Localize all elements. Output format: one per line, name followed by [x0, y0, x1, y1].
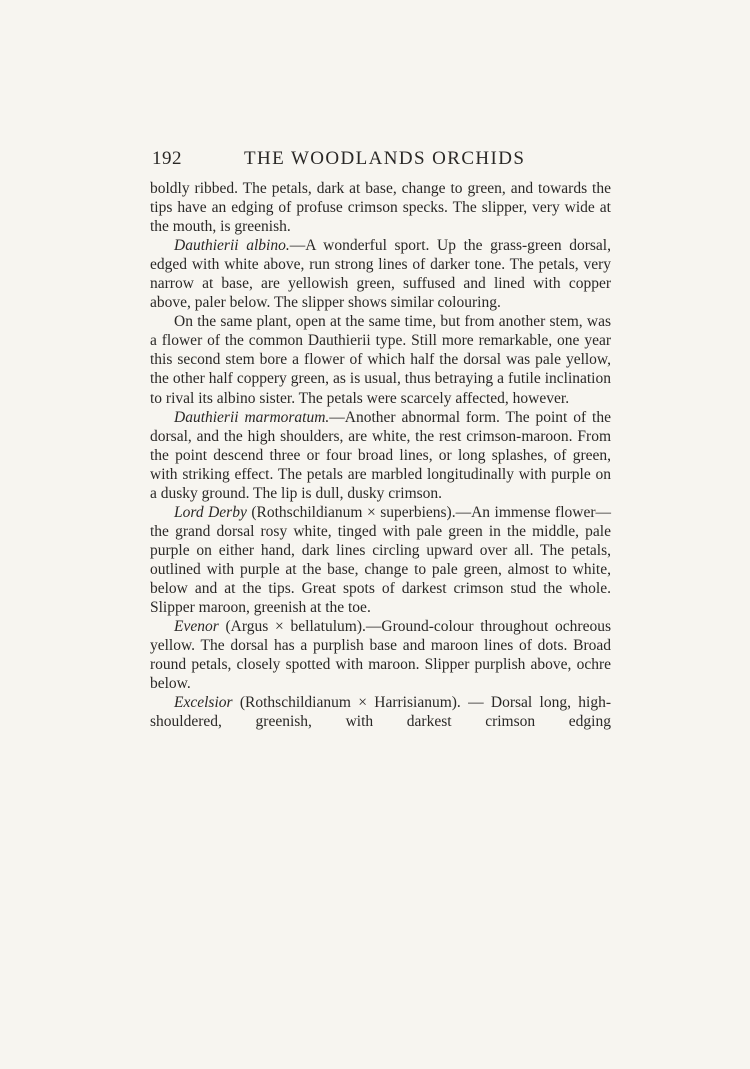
paragraph-lord-derby — [150, 503, 611, 617]
paragraph-albino — [150, 236, 611, 312]
running-title: THE WOODLANDS ORCHIDS — [244, 148, 526, 169]
page-body — [150, 179, 611, 731]
variety-text-lord-derby: (Rothschildianum × superbiens).—An immense flower—the grand dorsal rosy white, tinged with pale green in the middle, pale purple on either hand, dark lines circling upward over all. The petals, outlined with purple at the base, change to pale green, almost to white, below and at the tips. Great spots of darkest crimson stud the whole. Slipper maroon, greenish at the toe. — [150, 503, 611, 617]
variety-name-albino: Dauthierii albino. — [174, 237, 290, 255]
variety-name-excelsior: Excelsior — [174, 694, 233, 712]
paragraph-evenor — [150, 617, 611, 693]
paragraph-same-plant — [150, 312, 611, 407]
paragraph-intro-text: boldly ribbed. The petals, dark at base, change to green, and towards the tips have an edging of profuse crimson specks. The slipper, very wide at the mouth, is greenish. — [150, 180, 611, 236]
paragraph-same-plant-text: On the same plant, open at the same time, but from another stem, was a flower of the common Dauthierii type. Still more remarkable, one year this second stem bore a flower of which half the dorsal was pale yellow, the other half coppery green, as is usual, thus betraying a futile inclination to rival its albino sister. The petals were scarcely affected, however. — [150, 313, 611, 407]
variety-text-marmoratum: —Another abnormal form. The point of the dorsal, and the high shoulders, are white, the rest crimson-maroon. From the point descend three or four broad lines, or long splashes, of green, with striking effect. The petals are marbled longitudinally with purple on a dusky ground. The lip is dull, dusky crimson. — [150, 408, 611, 502]
variety-name-evenor: Evenor — [174, 618, 219, 636]
page-number: 192 — [152, 148, 182, 169]
variety-text-evenor: (Argus × bellatulum).—Ground-colour throughout ochreous yellow. The dorsal has a purplish base and maroon lines of dots. Broad round petals, closely spotted with maroon. Slipper purplish above, ochre below. — [150, 618, 611, 693]
variety-text-excelsior: (Rothschildianum × Harrisianum). — Dorsal long, high-shouldered, greenish, with darkest crimson edging — [150, 694, 611, 731]
variety-name-marmoratum: Dauthierii marmoratum. — [174, 408, 330, 426]
paragraph-marmoratum — [150, 408, 611, 503]
paragraph-excelsior — [150, 693, 611, 731]
paragraph-intro — [150, 179, 611, 236]
variety-text-albino: —A wonderful sport. Up the grass-green dorsal, edged with white above, run strong lines of darker tone. The petals, very narrow at base, are yellowish green, suffused and lined with copper above, paler below. The slipper shows similar colouring. — [150, 237, 611, 312]
variety-name-lord-derby: Lord Derby — [174, 503, 247, 521]
